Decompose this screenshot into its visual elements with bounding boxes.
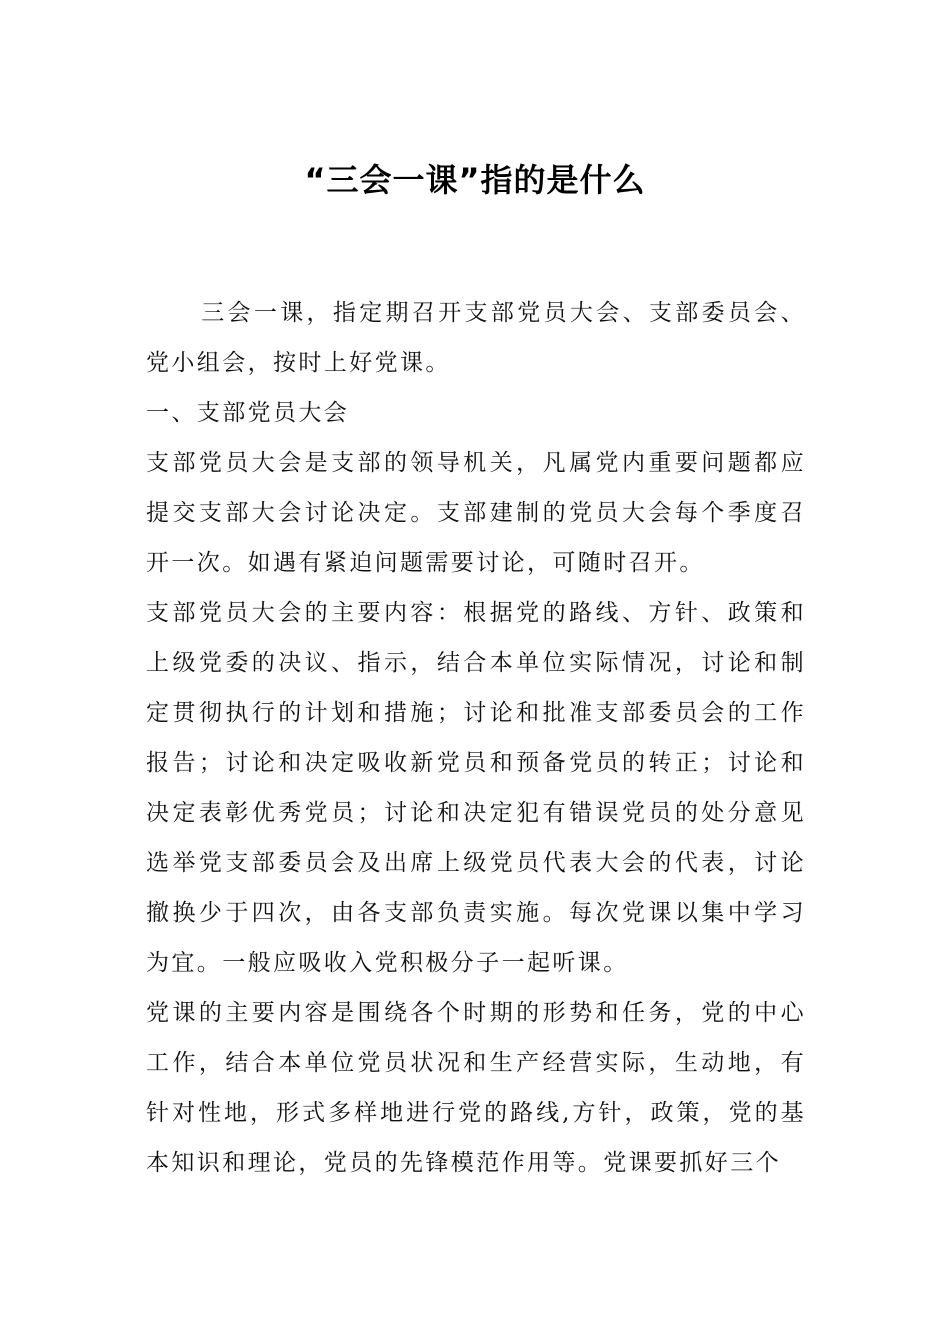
paragraph-meeting-definition: 支部党员大会是支部的领导机关，凡属党内重要问题都应提交支部大会讨论决定。支部建制的党员大会每个季度召开一次。如遇有紧迫问题需要讨论，可随时召开。 (146, 450, 806, 576)
document-body (146, 288, 806, 1188)
paragraph-meeting-content: 支部党员大会的主要内容：根据党的路线、方针、政策和上级党委的决议、指示，结合本单位实际情况，讨论和制定贯彻执行的计划和措施；讨论和批准支部委员会的工作报告；讨论和决定吸收新党员和预备党员的转正；讨论和决定表彰优秀党员；讨论和决定犯有错误党员的处分意见选举党支部委员会及出席上级党员代表大会的代表，讨论撤换少于四次，由各支部负责实施。每次党课以集中学习为宜。一般应吸收入党积极分子一起听课。 (146, 600, 806, 976)
section-heading-party-member-meeting: 一、支部党员大会 (146, 400, 350, 426)
document-title: “三会一课”指的是什么 (304, 161, 646, 199)
paragraph-party-lecture-content: 党课的主要内容是围绕各个时期的形势和任务，党的中心工作，结合本单位党员状况和生产经营实际，生动地，有针对性地，形式多样地进行党的路线,方针，政策，党的基本知识和理论，党员的先锋模范作用等。党课要抓好三个 (146, 1000, 806, 1176)
paragraph-intro: 三会一课，指定期召开支部党员大会、支部委员会、党小组会，按时上好党课。 (146, 300, 806, 376)
